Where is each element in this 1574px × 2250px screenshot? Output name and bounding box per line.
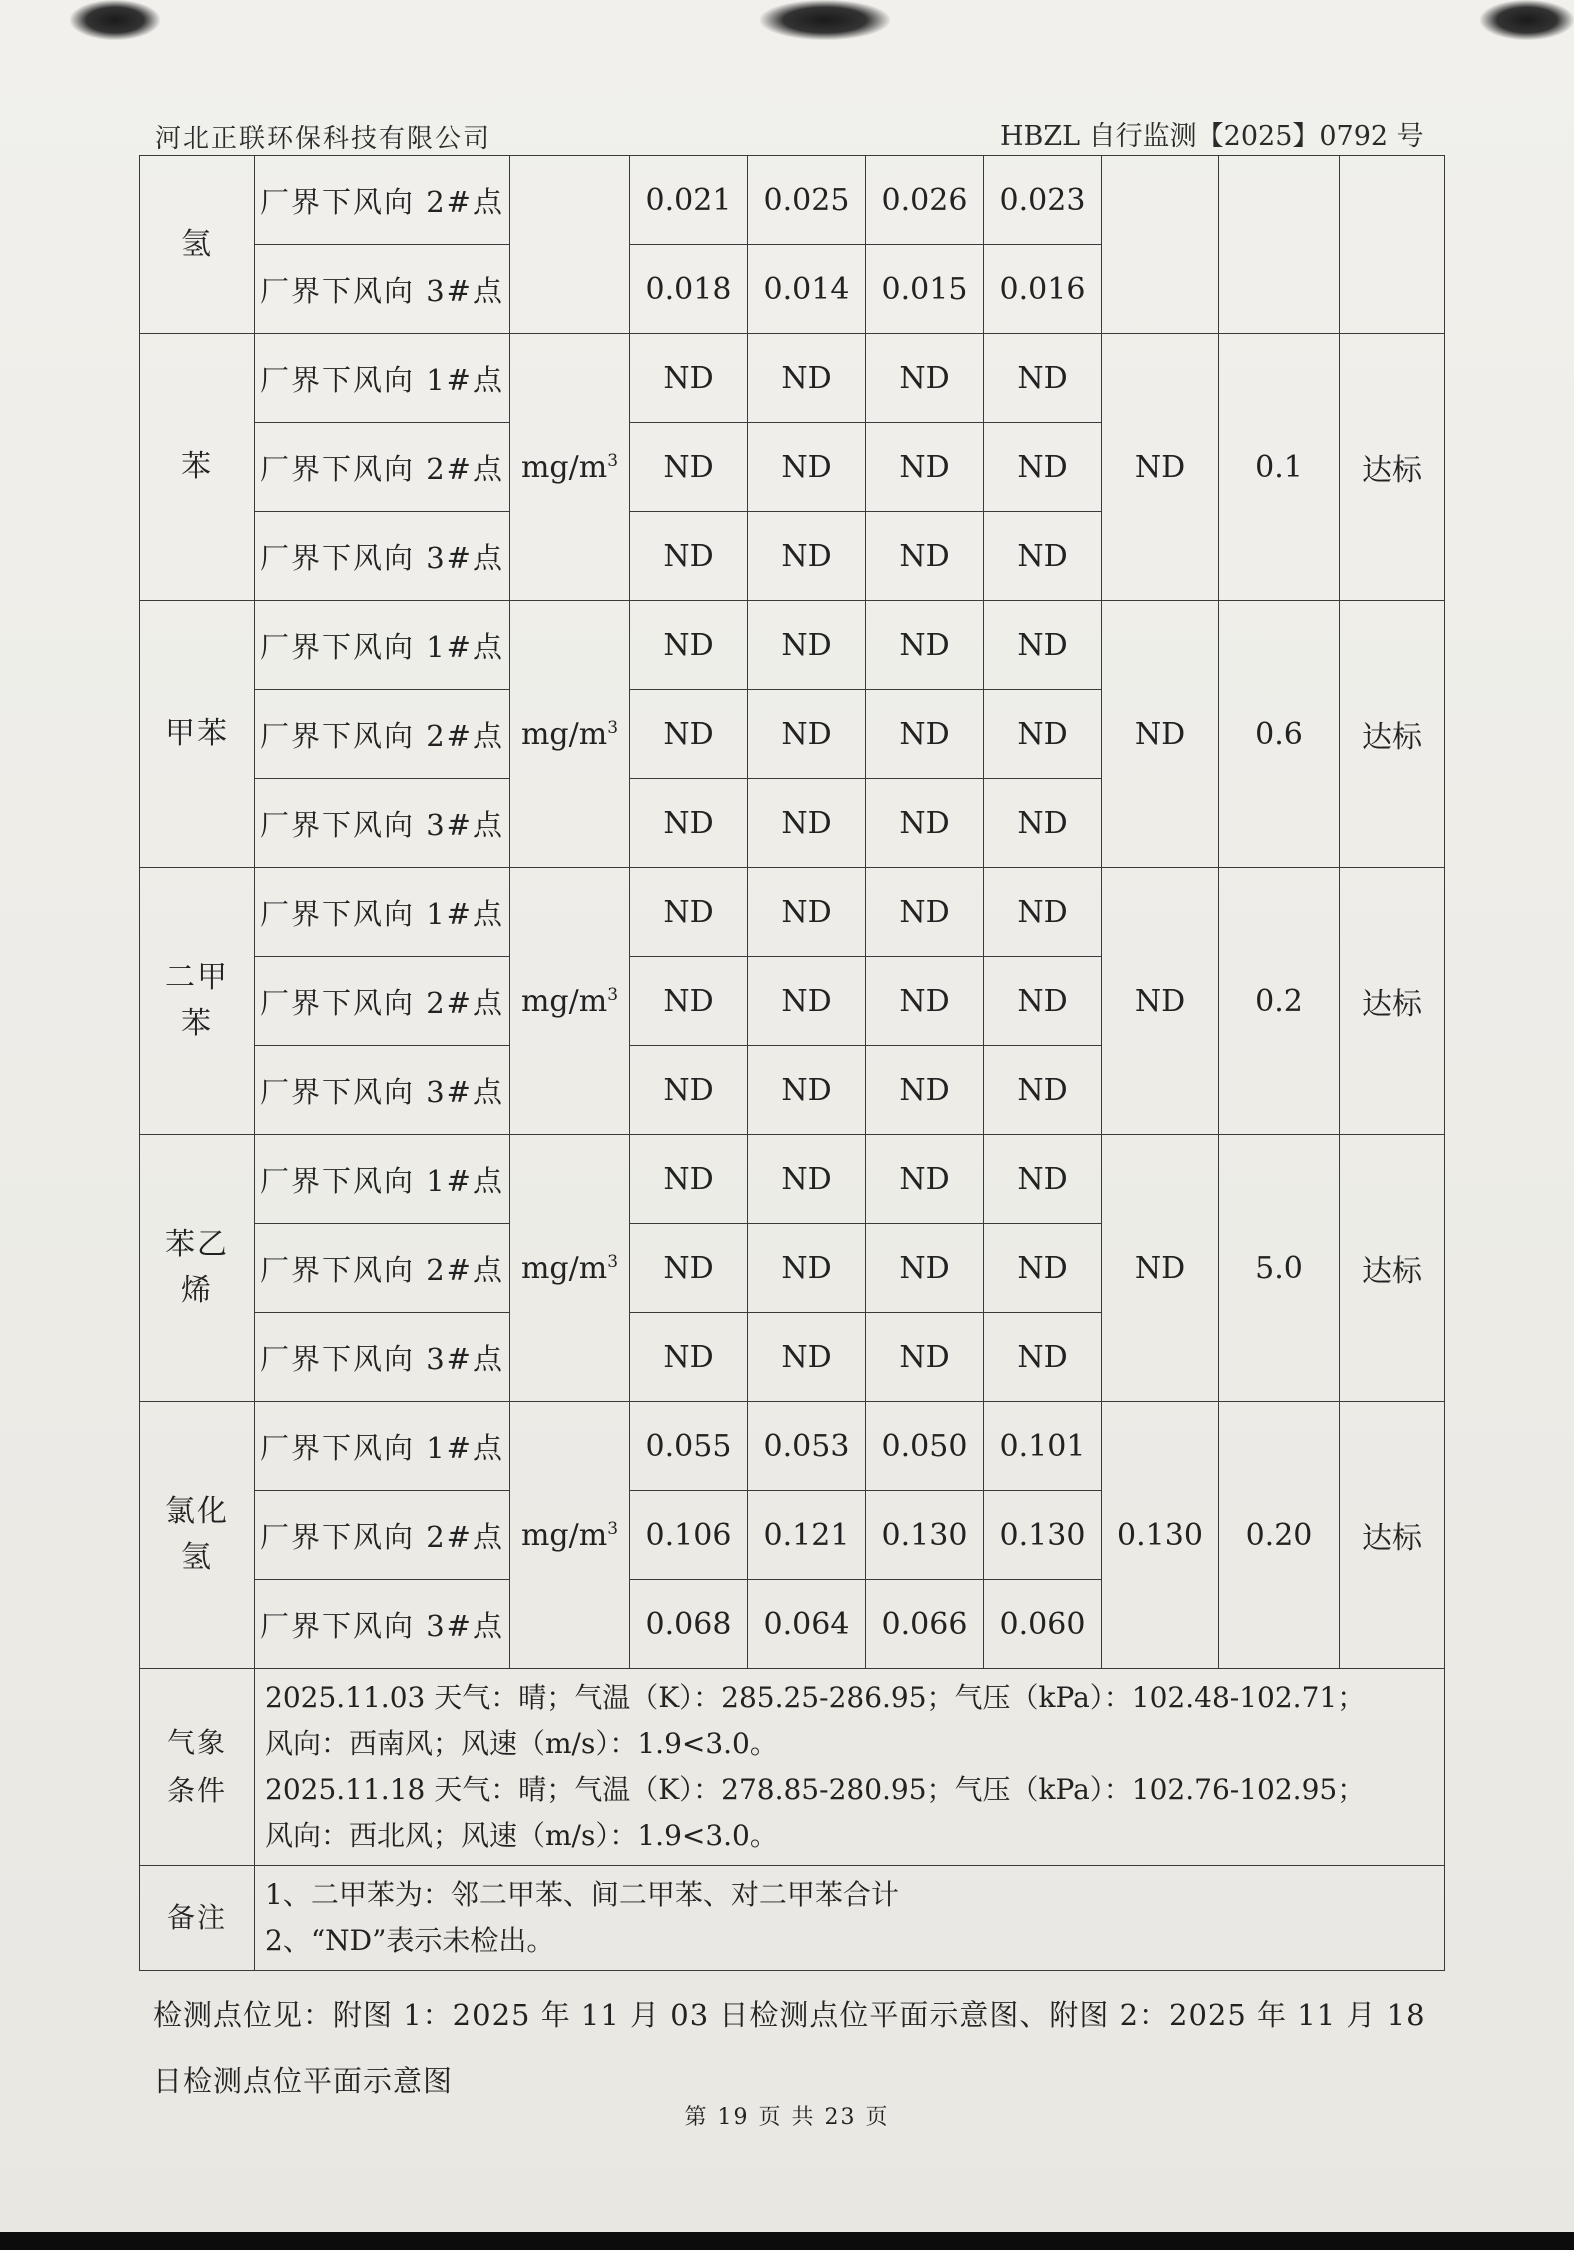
item-name: 氢 [181,226,213,262]
value-cell: 0.050 [866,1402,984,1491]
value-cell: 0.018 [630,245,748,334]
results-table-body [140,156,1445,1971]
value-cell: 0.016 [984,245,1102,334]
value-cell: ND [866,957,984,1046]
limit-cell: 5.0 [1219,1135,1340,1402]
remark-line: 1、二甲苯为：邻二甲苯、间二甲苯、对二甲苯合计 [265,1878,899,1911]
scan-edge [0,2232,1574,2250]
value-cell: ND [748,423,866,512]
max-value-cell: ND [1102,601,1219,868]
value-cell: ND [748,1135,866,1224]
value-cell: ND [984,1313,1102,1402]
value-cell: ND [630,601,748,690]
value-cell: ND [984,512,1102,601]
value-cell: ND [748,1224,866,1313]
item-name: 甲苯 [165,716,229,751]
limit-cell: 0.2 [1219,868,1340,1135]
value-cell: 0.021 [630,156,748,245]
value-cell: 0.025 [748,156,866,245]
table-row [140,601,1445,690]
item-name-cell [140,1402,255,1669]
weather-line: 风向：西北风；风速（m/s）：1.9<3.0。 [265,1819,778,1852]
value-cell: 0.121 [748,1491,866,1580]
value-cell: ND [748,512,866,601]
remarks-row [140,1866,1445,1971]
location-note: 检测点位见：附图 1：2025 年 11 月 03 日检测点位平面示意图、附图 2：2025 年 11 月 18 日检测点位平面示意图 [153,1998,1426,2098]
report-number: HBZL 自行监测【2025】0792 号 [1000,121,1424,152]
unit-text: mg/m [520,449,608,485]
location-cell: 厂界下风向 1#点 [255,868,510,957]
location-cell: 厂界下风向 3#点 [255,1046,510,1135]
result-cell: 达标 [1340,334,1445,601]
value-cell: ND [866,1046,984,1135]
weather-line: 风向：西南风；风速（m/s）：1.9<3.0。 [265,1727,778,1760]
location-cell: 厂界下风向 2#点 [255,1491,510,1580]
value-cell: ND [984,868,1102,957]
value-cell: ND [748,1046,866,1135]
value-cell: ND [630,690,748,779]
value-cell: ND [630,423,748,512]
value-cell: ND [748,868,866,957]
unit-text: mg/m [520,1250,608,1286]
value-cell: ND [630,512,748,601]
value-cell: ND [984,1135,1102,1224]
value-cell: ND [748,601,866,690]
unit-exponent: 3 [607,450,619,471]
remarks-label: 备注 [166,1901,227,1934]
value-cell: 0.101 [984,1402,1102,1491]
location-cell: 厂界下风向 2#点 [255,156,510,245]
value-cell: ND [630,334,748,423]
value-cell: 0.055 [630,1402,748,1491]
value-cell: ND [866,1224,984,1313]
result-cell: 达标 [1340,1135,1445,1402]
weather-content [255,1669,1445,1866]
value-cell: 0.068 [630,1580,748,1669]
remarks-label-cell [140,1866,255,1971]
scan-mark [760,0,890,40]
value-cell: 0.130 [866,1491,984,1580]
item-name: 苯乙烯 [165,1227,229,1308]
max-value-cell: ND [1102,334,1219,601]
value-cell: ND [984,957,1102,1046]
remarks-content [255,1866,1445,1971]
value-cell: ND [630,1224,748,1313]
table-row [140,1135,1445,1224]
unit-exponent: 3 [607,717,619,738]
result-cell: 达标 [1340,1402,1445,1669]
unit-exponent: 3 [607,984,619,1005]
scan-mark [1480,0,1574,40]
unit-exponent: 3 [607,1251,619,1272]
item-name-cell [140,1135,255,1402]
unit-text: mg/m [520,1517,608,1553]
value-cell: ND [866,1313,984,1402]
limit-cell: 0.1 [1219,334,1340,601]
value-cell: ND [630,1046,748,1135]
location-cell: 厂界下风向 2#点 [255,1224,510,1313]
weather-row [140,1669,1445,1866]
location-cell: 厂界下风向 3#点 [255,512,510,601]
table-row [140,1402,1445,1491]
item-name-cell [140,334,255,601]
item-name-cell [140,156,255,334]
table-row [140,868,1445,957]
results-table [139,155,1445,1971]
value-cell: ND [866,512,984,601]
location-cell: 厂界下风向 2#点 [255,957,510,1046]
unit-cell [510,868,630,1135]
value-cell: ND [984,690,1102,779]
value-cell: ND [748,957,866,1046]
location-cell: 厂界下风向 3#点 [255,245,510,334]
company-name: 河北正联环保科技有限公司 [155,124,492,154]
location-cell: 厂界下风向 3#点 [255,1580,510,1669]
remark-line: 2、“ND”表示未检出。 [265,1924,555,1957]
weather-label-cell [140,1669,255,1866]
value-cell: ND [866,779,984,868]
value-cell: ND [984,423,1102,512]
value-cell: ND [984,334,1102,423]
value-cell: ND [866,1135,984,1224]
value-cell: ND [866,868,984,957]
result-cell [1340,156,1445,334]
item-name: 二甲苯 [165,960,229,1041]
result-cell: 达标 [1340,601,1445,868]
value-cell: ND [984,779,1102,868]
location-cell: 厂界下风向 1#点 [255,334,510,423]
value-cell: 0.106 [630,1491,748,1580]
unit-text: mg/m [520,716,608,752]
max-value-cell: ND [1102,868,1219,1135]
unit-text: mg/m [520,983,608,1019]
weather-line: 2025.11.18 天气：晴；气温（K）：278.85-280.95；气压（kPa）：102.76-102.95； [265,1773,1366,1806]
max-value-cell [1102,156,1219,334]
value-cell: 0.066 [866,1580,984,1669]
value-cell: ND [630,868,748,957]
result-cell: 达标 [1340,868,1445,1135]
value-cell: ND [866,690,984,779]
limit-cell: 0.20 [1219,1402,1340,1669]
value-cell: ND [866,601,984,690]
value-cell: ND [984,601,1102,690]
max-value-cell: 0.130 [1102,1402,1219,1669]
weather-label: 气象条件 [166,1726,227,1807]
location-cell: 厂界下风向 1#点 [255,601,510,690]
table-row [140,156,1445,245]
value-cell: ND [748,690,866,779]
item-name: 苯 [181,449,213,484]
value-cell: 0.060 [984,1580,1102,1669]
value-cell: ND [866,423,984,512]
value-cell: ND [984,1224,1102,1313]
value-cell: 0.130 [984,1491,1102,1580]
max-value-cell: ND [1102,1135,1219,1402]
item-name-cell [140,868,255,1135]
value-cell: ND [630,1313,748,1402]
location-cell: 厂界下风向 3#点 [255,1313,510,1402]
unit-cell [510,156,630,334]
unit-cell [510,601,630,868]
location-cell: 厂界下风向 2#点 [255,690,510,779]
unit-cell [510,334,630,601]
item-name: 氯化氢 [165,1494,229,1575]
weather-line: 2025.11.03 天气：晴；气温（K）：285.25-286.95；气压（kPa）：102.48-102.71； [265,1681,1366,1714]
scan-mark [70,0,160,40]
unit-exponent: 3 [607,1518,619,1539]
value-cell: ND [630,957,748,1046]
value-cell: 0.064 [748,1580,866,1669]
table-row [140,334,1445,423]
value-cell: 0.015 [866,245,984,334]
value-cell: ND [630,779,748,868]
value-cell: 0.026 [866,156,984,245]
value-cell: ND [866,334,984,423]
limit-cell [1219,156,1340,334]
value-cell: ND [984,1046,1102,1135]
location-cell: 厂界下风向 1#点 [255,1135,510,1224]
value-cell: ND [748,779,866,868]
value-cell: 0.023 [984,156,1102,245]
value-cell: 0.014 [748,245,866,334]
unit-cell [510,1402,630,1669]
value-cell: 0.053 [748,1402,866,1491]
value-cell: ND [630,1135,748,1224]
item-name-cell [140,601,255,868]
page-number: 第 19 页 共 23 页 [684,2105,890,2130]
location-cell: 厂界下风向 1#点 [255,1402,510,1491]
limit-cell: 0.6 [1219,601,1340,868]
location-cell: 厂界下风向 2#点 [255,423,510,512]
value-cell: ND [748,1313,866,1402]
unit-cell [510,1135,630,1402]
value-cell: ND [748,334,866,423]
location-cell: 厂界下风向 3#点 [255,779,510,868]
